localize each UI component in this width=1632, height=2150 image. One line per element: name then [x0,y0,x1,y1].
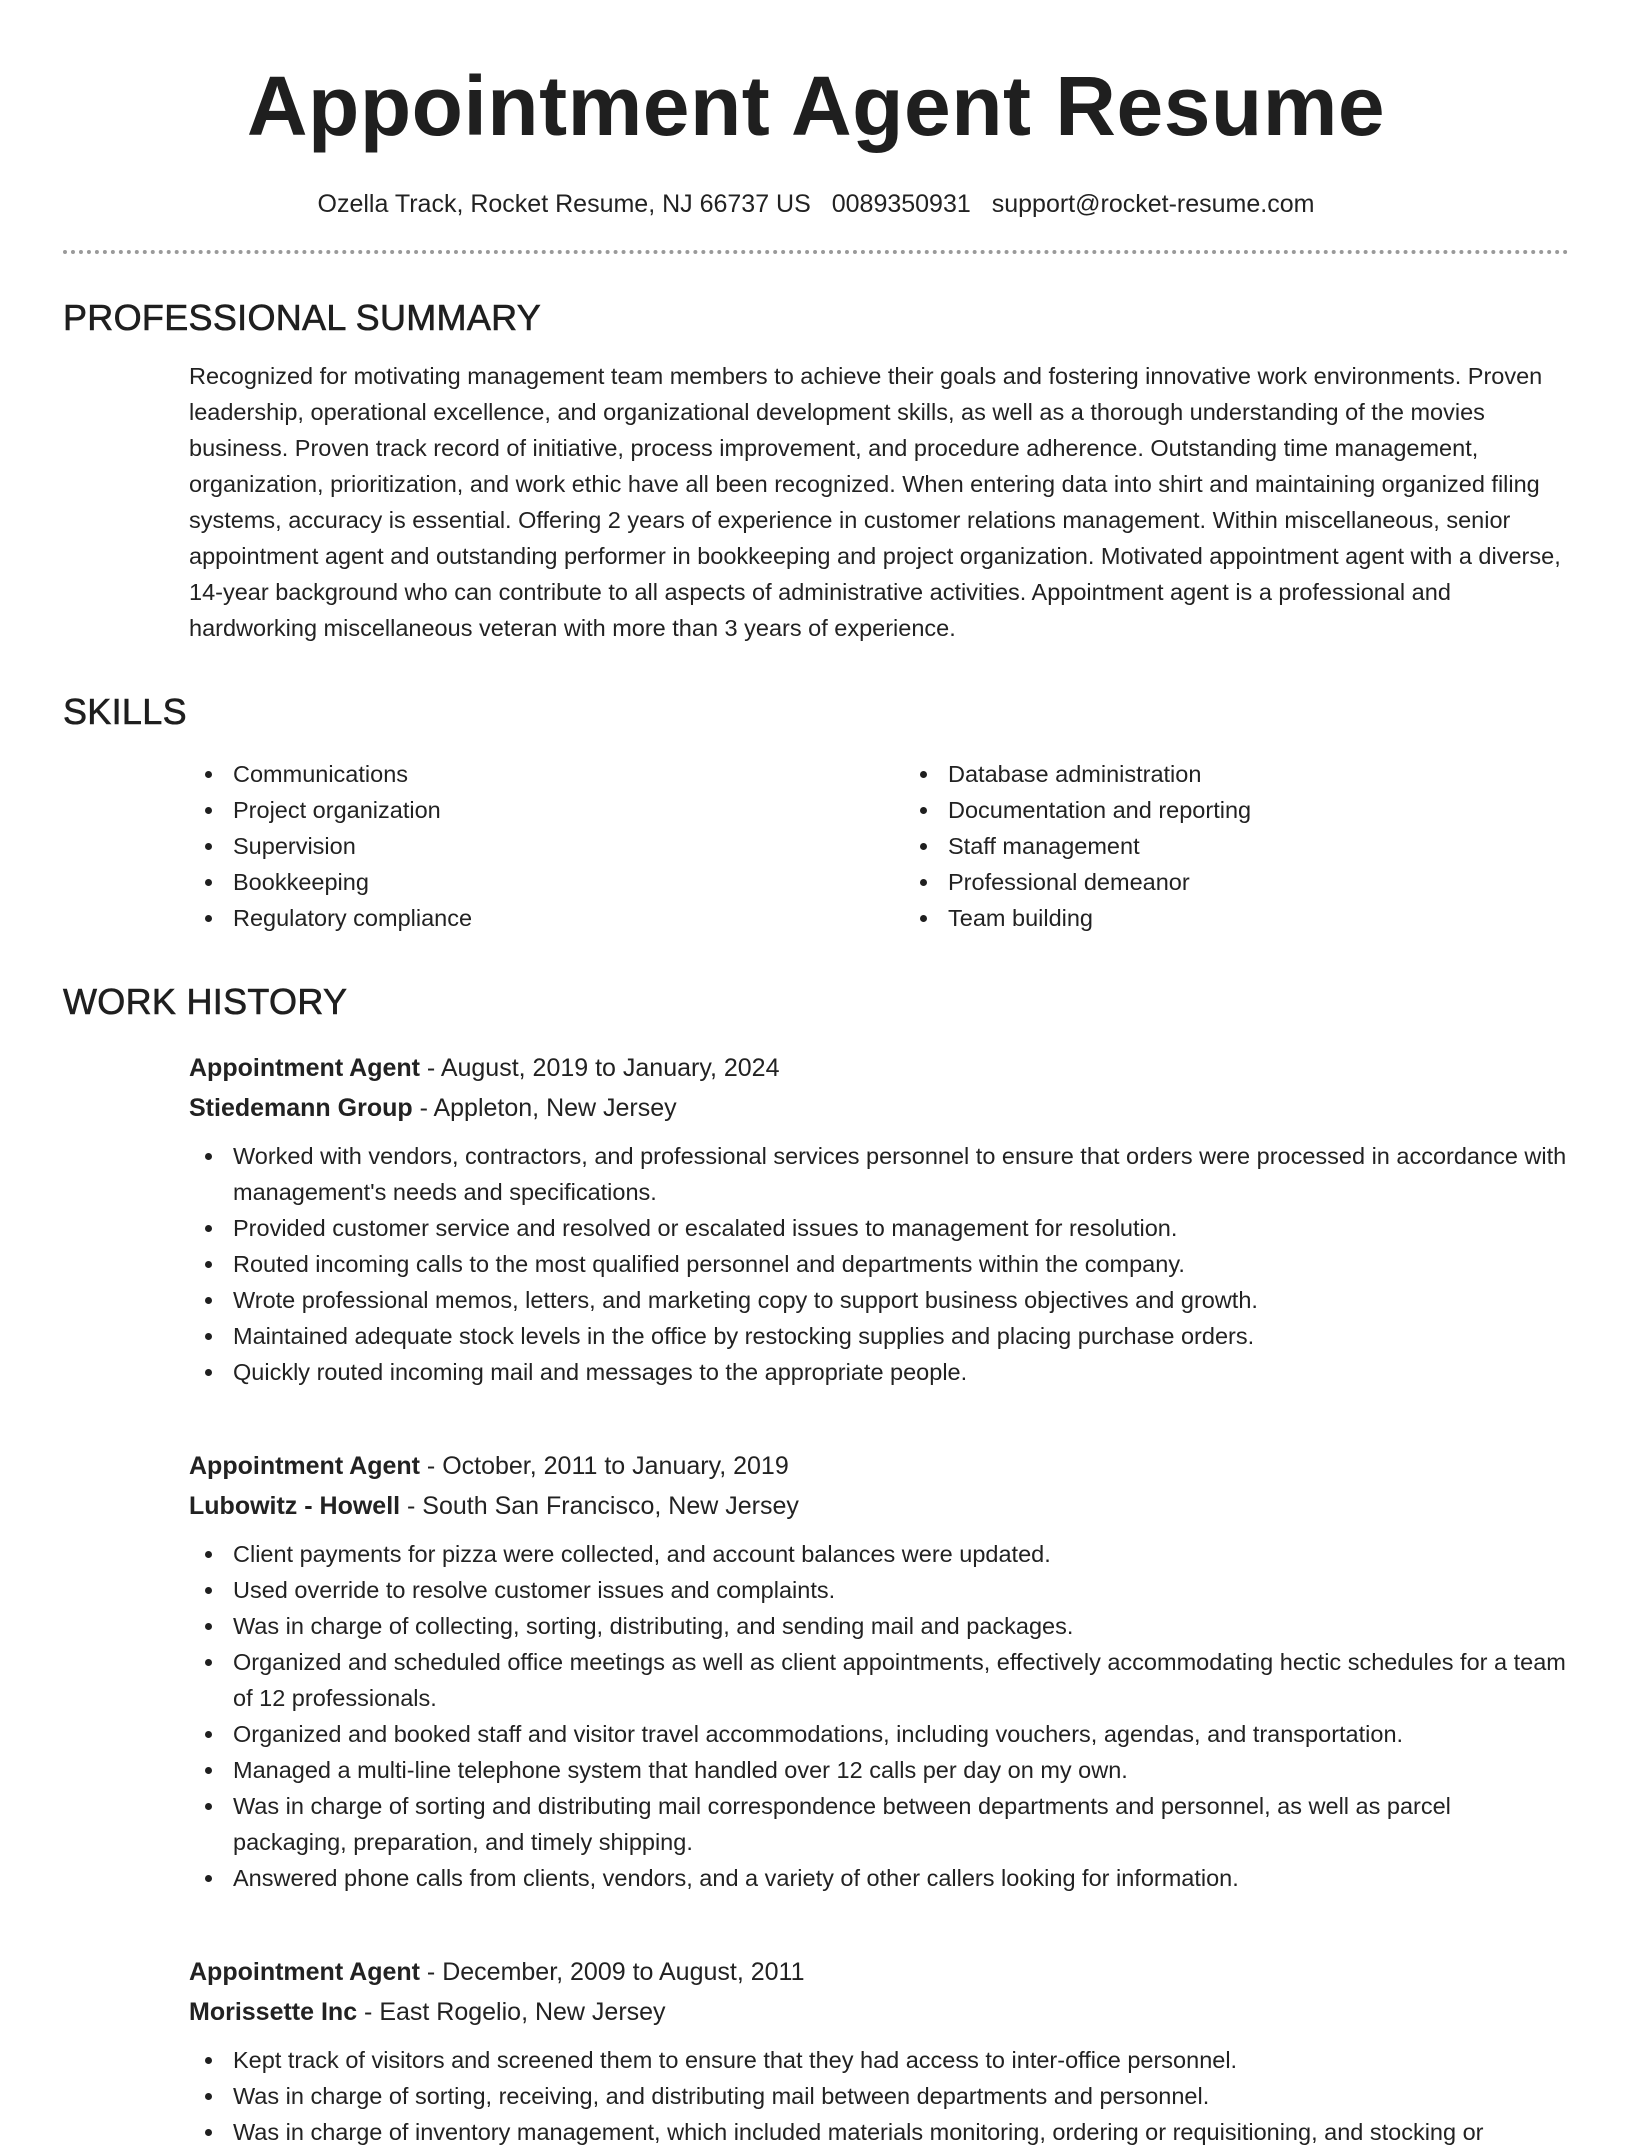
skill-item: Professional demeanor [904,864,1569,900]
skill-item: Project organization [189,792,854,828]
job-bullet: Managed a multi-line telephone system that handled over 12 calls per day on my own. [189,1752,1569,1788]
job-company-line [189,1486,1569,1526]
summary-text: Recognized for motivating management team members to achieve their goals and fostering innovative work environments. Proven leadership, operational excellence, and organizational development skills, as well as a thorough understanding of the movies business. Proven track record of initiative, process improvement, and procedure adherence. Outstanding time management, organization, prioritization, and work ethic have all been recognized. When entering data into shirt and maintaining organized filing systems, accuracy is essential. Offering 2 years of experience in customer relations management. Within miscellaneous, senior appointment agent and outstanding performer in bookkeeping and project organization. Motivated appointment agent with a diverse, 14-year background who can contribute to all aspects of administrative activities. Appointment agent is a professional and hardworking miscellaneous veteran with more than 3 years of experience. [189,363,1561,641]
job-bullet: Was in charge of collecting, sorting, distributing, and sending mail and packages. [189,1608,1569,1644]
job-title-line [189,1048,1569,1088]
job-location: - East Rogelio, New Jersey [357,1998,666,2026]
job-title-line [189,1446,1569,1486]
skill-item: Documentation and reporting [904,792,1569,828]
skills-heading: SKILLS [63,691,187,732]
job-bullet: Wrote professional memos, letters, and marketing copy to support business objectives and growth. [189,1282,1569,1318]
contact-address: Ozella Track, Rocket Resume, NJ 66737 US [317,190,811,218]
job-bullets [189,1138,1569,1390]
job-bullet: Routed incoming calls to the most qualified personnel and departments within the company. [189,1246,1569,1282]
job-bullet: Was in charge of sorting, receiving, and distributing mail between departments and personnel. [189,2078,1569,2114]
job-bullets [189,1536,1569,1896]
contact-phone: 0089350931 [831,190,971,218]
job-company: Lubowitz - Howell [189,1492,401,1520]
skills-column-right [854,756,1569,936]
job-company-line [189,1088,1569,1128]
job-title-line [189,1952,1569,1992]
job-title: Appointment Agent [189,1452,420,1480]
job-bullet: Quickly routed incoming mail and messages to the appropriate people. [189,1354,1569,1390]
job-company-line [189,1992,1569,2032]
job-bullet: Organized and scheduled office meetings as well as client appointments, effectively accommodating hectic schedules for a team of 12 professionals. [189,1644,1569,1716]
job-entry [63,1952,1569,2150]
header-divider [63,250,1569,254]
skill-item: Communications [189,756,854,792]
job-dates: - December, 2009 to August, 2011 [419,1958,805,1986]
job-bullet: Organized and booked staff and visitor travel accommodations, including vouchers, agendas, and transportation. [189,1716,1569,1752]
contact-line [63,186,1569,222]
job-dates: - October, 2011 to January, 2019 [419,1452,789,1480]
job-spacer [63,1390,1569,1420]
job-bullet: Worked with vendors, contractors, and professional services personnel to ensure that orders were processed in accordance with management's needs and specifications. [189,1138,1569,1210]
resume-title: Appointment Agent Resume [246,59,1386,153]
job-bullet: Was in charge of sorting and distributing mail correspondence between departments and personnel, as well as parcel packaging, preparation, and timely shipping. [189,1788,1569,1860]
job-location: - South San Francisco, New Jersey [400,1492,799,1520]
skill-item: Staff management [904,828,1569,864]
job-company: Stiedemann Group [189,1094,413,1122]
job-bullet: Provided customer service and resolved or escalated issues to management for resolution. [189,1210,1569,1246]
job-dates: - August, 2019 to January, 2024 [419,1054,780,1082]
job-entry [63,1048,1569,1390]
job-bullet: Kept track of visitors and screened them to ensure that they had access to inter-office personnel. [189,2042,1569,2078]
job-bullet: Answered phone calls from clients, vendors, and a variety of other callers looking for information. [189,1860,1569,1896]
skill-item: Supervision [189,828,854,864]
skills-column-left [189,756,854,936]
job-bullet: Maintained adequate stock levels in the office by restocking supplies and placing purchase orders. [189,1318,1569,1354]
skills-list [63,756,1569,936]
skill-item: Bookkeeping [189,864,854,900]
job-bullet: Used override to resolve customer issues and complaints. [189,1572,1569,1608]
job-bullet: Was in charge of inventory management, which included materials monitoring, ordering or requisitioning, and stocking or [189,2114,1569,2150]
job-bullet: Client payments for pizza were collected, and account balances were updated. [189,1536,1569,1572]
job-company: Morissette Inc [189,1998,358,2026]
skill-item: Database administration [904,756,1569,792]
job-title: Appointment Agent [189,1054,420,1082]
summary-heading: PROFESSIONAL SUMMARY [63,297,542,338]
contact-email: support@rocket-resume.com [991,190,1315,218]
work-history-heading: WORK HISTORY [63,981,348,1022]
job-bullets [189,2042,1569,2150]
job-location: - Appleton, New Jersey [412,1094,677,1122]
job-spacer [63,1896,1569,1926]
skill-item: Team building [904,900,1569,936]
job-title: Appointment Agent [189,1958,420,1986]
skill-item: Regulatory compliance [189,900,854,936]
job-entry [63,1446,1569,1896]
